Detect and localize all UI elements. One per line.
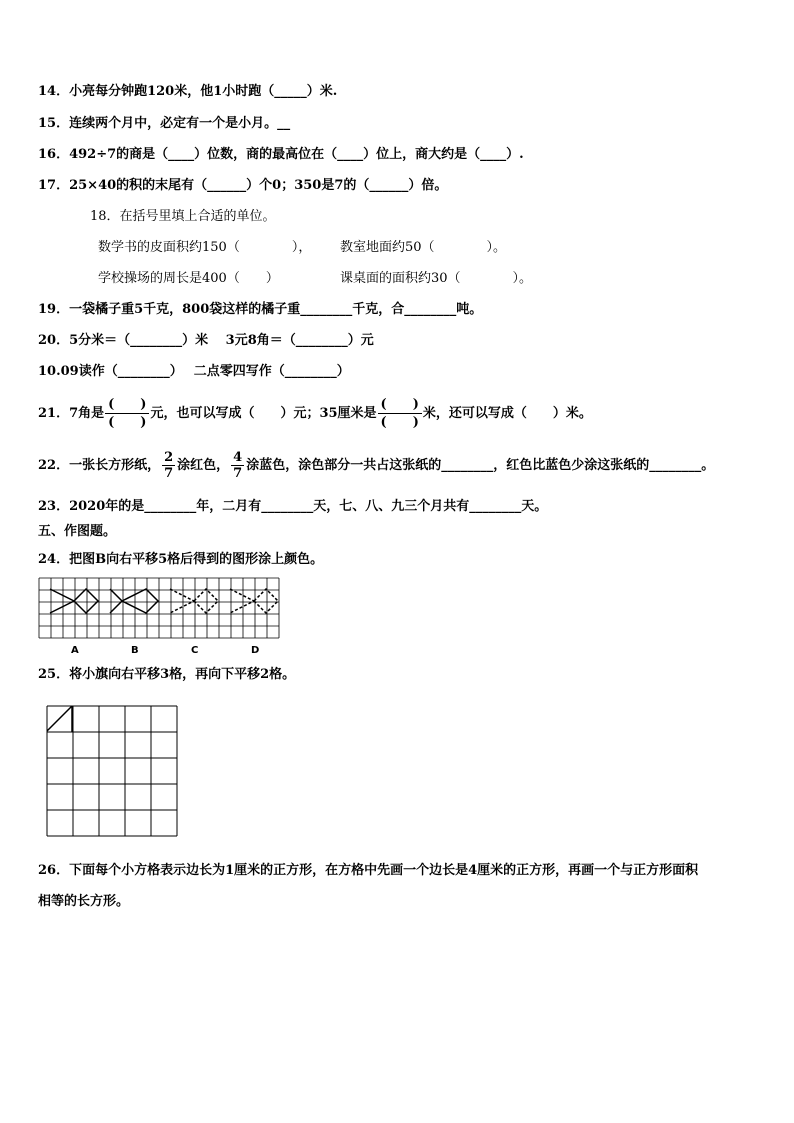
question-16: 16．492÷7的商是（____）位数，商的最高位在（____）位上，商大约是（____）. — [38, 147, 524, 162]
question-15: 15．连续两个月中，必定有一个是小月。__ — [38, 116, 291, 131]
label-c: C — [191, 645, 199, 656]
q22-f2-num: 4 — [233, 450, 243, 465]
q21-f2-den: ( ) — [380, 415, 419, 430]
shape-b — [110, 589, 158, 613]
question-19: 19．一袋橘子重5千克，800袋这样的橘子重________千克，合________吨。 — [38, 302, 483, 317]
section-5-heading: 五、作图题。 — [38, 524, 117, 539]
q21-f2-num: ( ) — [378, 396, 422, 414]
q21-mid2: 米，还可以写成（ ）米。 — [422, 406, 592, 421]
q22-fraction-1 — [162, 450, 175, 481]
label-a: A — [71, 645, 79, 656]
q22-part2: 涂蓝色，涂色部分一共占这张纸的________，红色比蓝色少涂这张纸的________。 — [246, 458, 715, 473]
question-18-line1b: 教室地面约50（ ）。 — [340, 240, 507, 255]
q22-fraction-2 — [231, 450, 244, 481]
question-26-line1: 26．下面每个小方格表示边长为1厘米的正方形，在方格中先画一个边长是4厘米的正方形，再画一个与正方形面积 — [38, 863, 699, 878]
label-d: D — [251, 645, 260, 656]
label-b: B — [131, 645, 139, 656]
q22-part1: 涂红色， — [177, 458, 230, 473]
q21-fraction-2 — [378, 396, 422, 431]
shape-a — [50, 589, 98, 613]
question-18-line2b: 课桌面的面积约30（ ）。 — [340, 271, 533, 286]
q21-f1-den: ( ) — [108, 415, 147, 430]
q25-grid-lines — [47, 706, 177, 836]
question-18-title: 18．在括号里填上合适的单位。 — [90, 209, 276, 224]
q25-grid-figure — [46, 705, 180, 838]
q21-mid1: 元，也可以写成（ ）元；35厘米是 — [150, 406, 377, 421]
question-22 — [38, 450, 714, 481]
question-20: 20．5分米＝（________）米 3元8角＝（________）元 — [38, 333, 374, 348]
q22-f2-den: 7 — [233, 466, 243, 481]
question-18-line1a: 数学书的皮面积约150（ ）， — [98, 240, 312, 255]
shape-c — [170, 589, 218, 613]
question-25: 25．将小旗向右平移3格，再向下平移2格。 — [38, 667, 296, 682]
question-21 — [38, 396, 592, 431]
q22-prefix: 22．一张长方形纸， — [38, 458, 161, 473]
question-26-line2: 相等的长方形。 — [38, 894, 130, 909]
q21-prefix: 21．7角是 — [38, 406, 105, 421]
question-24: 24．把图B向右平移5格后得到的图形涂上颜色。 — [38, 552, 324, 567]
q22-f1-den: 7 — [164, 466, 174, 481]
question-17: 17．25×40的积的末尾有（______）个0；350是7的（______）倍。 — [38, 178, 448, 193]
q24-grid-figure — [38, 577, 284, 657]
question-14: 14．小亮每分钟跑120米，他1小时跑（_____）米. — [38, 84, 338, 99]
question-1009: 10.09读作（________） 二点零四写作（________） — [38, 364, 350, 379]
shape-d — [230, 589, 278, 613]
q21-fraction-1 — [105, 396, 149, 431]
flag-icon — [47, 706, 72, 732]
q24-grid-lines — [39, 578, 279, 638]
q22-f1-num: 2 — [164, 450, 174, 465]
question-18-line2a: 学校操场的周长是400（ ） — [98, 271, 279, 286]
question-23: 23．2020年的是________年，二月有________天，七、八、九三个月共有________天。 — [38, 499, 548, 514]
q21-f1-num: ( ) — [105, 396, 149, 414]
